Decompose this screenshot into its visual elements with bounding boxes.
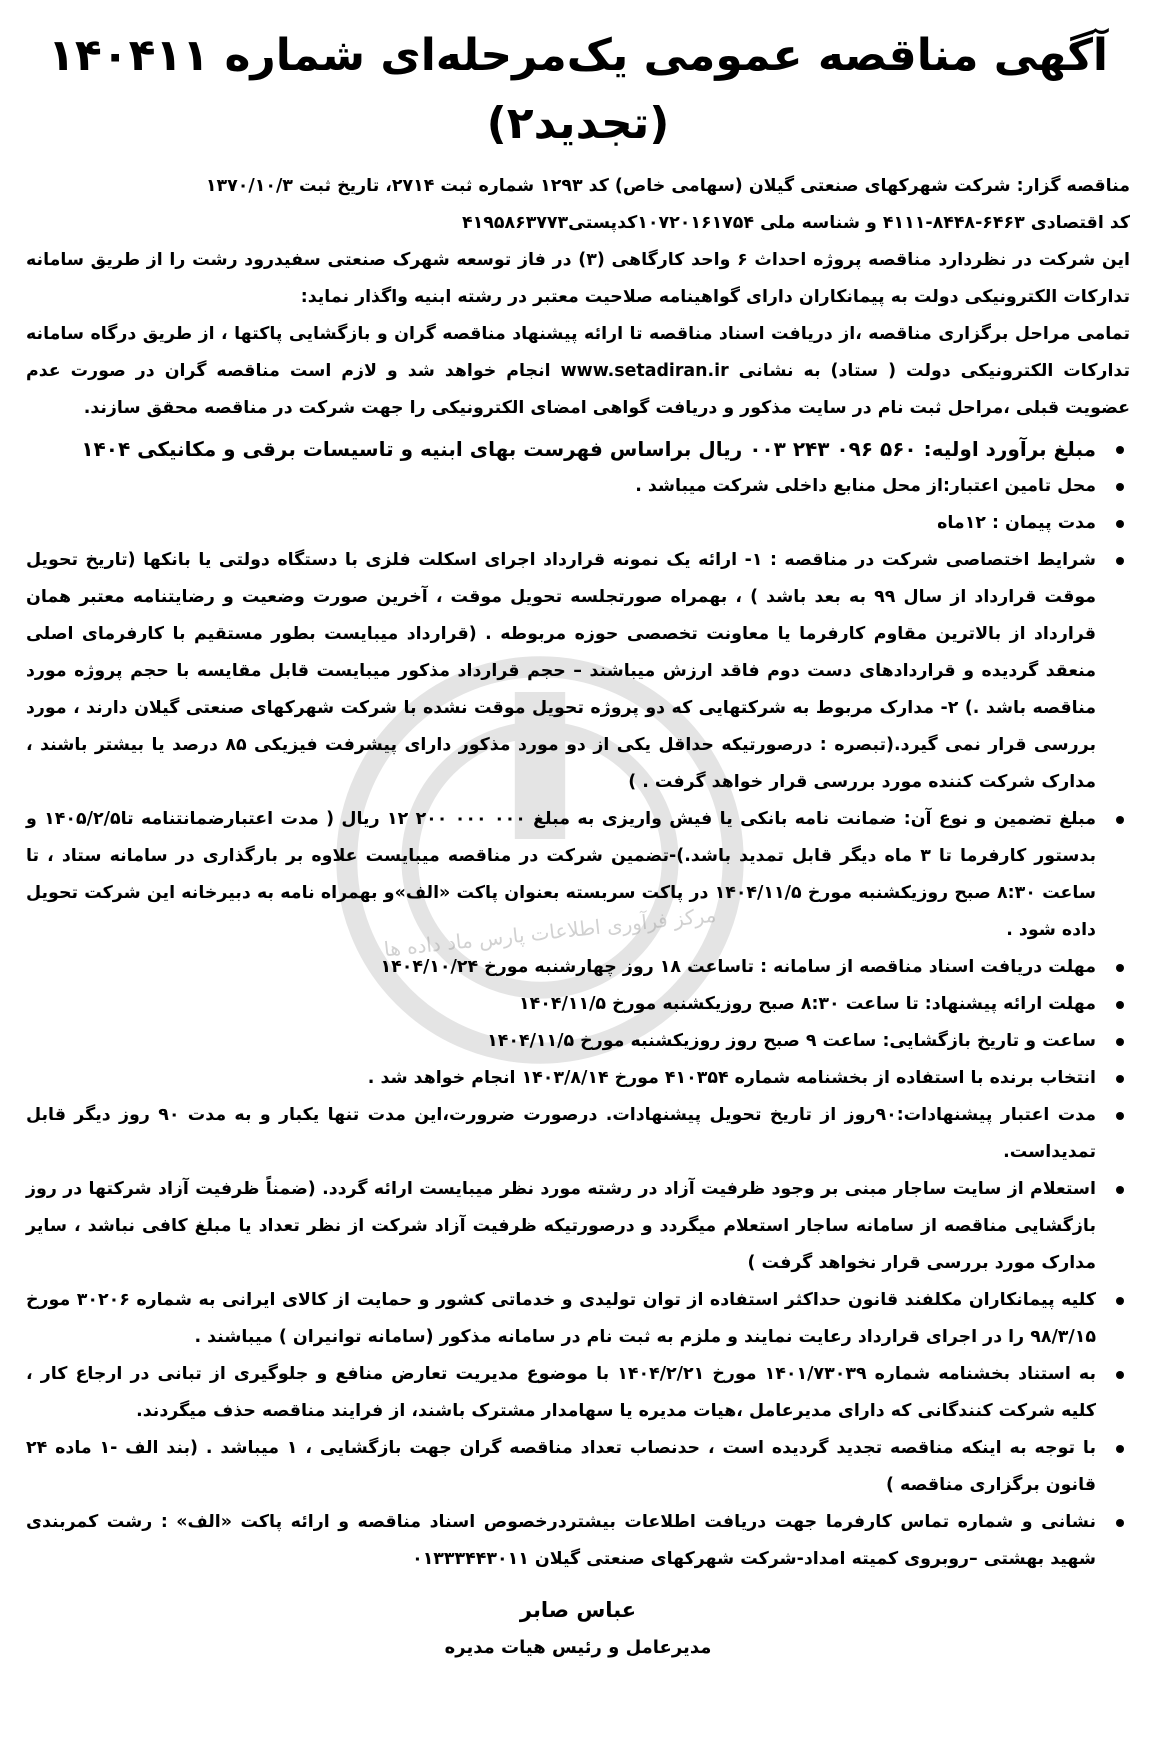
list-item-text: کلیه پیمانکاران مکلفند قانون حداکثر استفاده از توان تولیدی و خدماتی کشور و حمایت از کالای ایرانی به شماره ۳۰۲۰۶ مورخ ۹۸/۳/۱۵ را در اجرای قرارداد رعایت نمایند و ملزم به ثبت نام در سامانه مذکور (سامانه توانیران ) میباشند . xyxy=(26,1290,1096,1347)
list-item xyxy=(26,949,1130,986)
signer-role: مدیرعامل و رئیس هیات مدیره xyxy=(444,1637,712,1658)
bullet-icon xyxy=(1116,1371,1124,1379)
list-item-text: با توجه به اینکه مناقصه تجدید گردیده است ، حدنصاب تعداد مناقصه گران جهت بازگشایی ، ۱ میباشد . (بند الف -۱ ماده ۲۴ قانون برگزاری مناقصه ) xyxy=(26,1438,1096,1495)
list-item-text: مدت پیمان : ۱۲ماه xyxy=(937,513,1096,533)
list-item-text: نشانی و شماره تماس کارفرما جهت دریافت اطلاعات بیشتردرخصوص اسناد مناقصه و ارائه پاکت «الف» : رشت کمربندی شهید بهشتی –روبروی کمیته امداد-شرکت شهرکهای صنعتی گیلان ۰۱۳۳۳۴۴۳۰۱۱ xyxy=(26,1512,1096,1569)
list-item-text: به استناد بخشنامه شماره ۱۴۰۱/۷۳۰۳۹ مورخ ۱۴۰۴/۲/۲۱ با موضوع مدیریت تعارض منافع و جلوگیری از تبانی در ارجاع کار ، کلیه شرکت کنندگانی که دارای مدیرعامل ،هیات مدیره یا سهامدار مشترک باشند، از فرایند مناقصه حذف میگردند. xyxy=(26,1364,1096,1421)
signer-name: عباس صابر xyxy=(519,1598,637,1622)
bullet-icon xyxy=(1116,1445,1124,1453)
list-item-text: انتخاب برنده با استفاده از بخشنامه شماره ۴۱۰۳۵۴ مورخ ۱۴۰۳/۸/۱۴ انجام خواهد شد . xyxy=(367,1068,1096,1088)
list-item xyxy=(26,1504,1130,1578)
bullet-icon xyxy=(1116,1519,1124,1527)
list-item-text: مهلت دریافت اسناد مناقصه از سامانه : تاساعت ۱۸ روز چهارشنبه مورخ ۱۴۰۴/۱۰/۲۴ xyxy=(380,957,1096,977)
list-item-estimate xyxy=(26,431,1130,468)
list-item-text: ساعت و تاریخ بازگشایی: ساعت ۹ صبح روز روزیکشنبه مورخ ۱۴۰۴/۱۱/۵ xyxy=(487,1031,1096,1051)
list-item-text: شرایط اختصاصی شرکت در مناقصه : ۱- ارائه یک نمونه قرارداد اجرای اسکلت فلزی با دستگاه دولتی یا بانکها (تاریخ تحویل موقت قرارداد از سال ۹۹ به بعد باشد ) ، بهمراه صورتجلسه تحویل موقت ، آخرین صورت وضعیت و رضایتنامه معتبر همان قرارداد از بالاترین مقاوم کارفرما یا معاونت تخصصی حوزه مربوطه . (قرارداد میبایست بطور مستقیم با کارفرمای اصلی منعقد گردیده و قراردادهای دست دوم فاقد ارزش میباشند – حجم قرارداد مذکور میبایست قابل مقایسه با حجم پروژه مورد مناقصه باشد .) ۲- مدارک مربوط به شرکتهایی که دو پروژه تحویل موقت نشده با شرکت شهرکهای صنعتی گیلان دارند ، مورد بررسی قرار نمی گیرد.(تبصره : درصورتیکه حداقل یکی از دو مورد مذکور دارای پیشرفت فیزیکی ۸۵ درصد یا بیشتر باشند ، مدارک شرکت کننده مورد بررسی قرار خواهد گرفت . ) xyxy=(26,550,1096,792)
watermark-text: مرکز فرآوری اطلاعات پارس ماد داده ها xyxy=(382,902,718,962)
list-item xyxy=(26,801,1130,949)
setadiran-link[interactable]: www.setadiran.ir xyxy=(560,361,729,381)
list-item xyxy=(26,1097,1130,1171)
bullet-icon xyxy=(1116,1112,1124,1120)
bullet-icon xyxy=(1116,1186,1124,1194)
bullet-icon xyxy=(1116,816,1124,824)
list-item xyxy=(26,986,1130,1023)
list-item-text: مهلت ارائه پیشنهاد: تا ساعت ۸:۳۰ صبح روزیکشنبه مورخ ۱۴۰۴/۱۱/۵ xyxy=(519,994,1096,1014)
list-item xyxy=(26,1060,1130,1097)
conditions-list xyxy=(26,431,1130,1578)
bullet-icon xyxy=(1116,1075,1124,1083)
list-item xyxy=(26,1430,1130,1504)
bullet-icon xyxy=(1116,964,1124,972)
signature-block xyxy=(26,1590,1130,1666)
bullet-icon xyxy=(1116,1297,1124,1305)
list-item xyxy=(26,1171,1130,1282)
bullet-icon xyxy=(1116,1001,1124,1009)
bullet-icon xyxy=(1116,520,1124,528)
list-item xyxy=(26,1282,1130,1356)
list-item-text: مبلغ تضمین و نوع آن: ضمانت نامه بانکی یا فیش واریزی به مبلغ ۰۰۰ ۰۰۰ ۲۰۰ ۱۲ ریال ( مدت اعتبارضمانتنامه تا۱۴۰۵/۲/۵ و بدستور کارفرما تا ۳ ماه دیگر قابل تمدید باشد.)-تضمین شرکت در مناقصه میبایست علاوه بر بارگذاری در سامانه ستاد ، تا ساعت ۸:۳۰ صبح روزیکشنبه مورخ ۱۴۰۴/۱۱/۵ در پاکت سربسته بعنوان پاکت «الف»و بهمراه نامه به دبیرخانه این شرکت تحویل داده شود . xyxy=(26,809,1096,940)
bullet-icon xyxy=(1116,1038,1124,1046)
process-text-before: تمامی مراحل برگزاری مناقصه ،از دریافت اسناد مناقصه تا ارائه پیشنهاد مناقصه گران و بازگشایی پاکتها ، از طریق درگاه سامانه تدارکات الکترونیکی دولت ( ستاد) به نشانی xyxy=(26,324,1130,381)
economic-code-line: کد اقتصادی ۶۴۶۳-۸۴۴۸-۴۱۱۱ و شناسه ملی ۱۰۷۲۰۱۶۱۷۵۴کدپستی۴۱۹۵۸۶۳۷۷۳ xyxy=(462,213,1130,233)
tender-organizer-line: مناقصه گزار: شرکت شهرکهای صنعتی گیلان (سهامی خاص) کد ۱۲۹۳ شماره ثبت ۲۷۱۴، تاریخ ثبت ۱۳۷۰/۱۰/۳ xyxy=(205,176,1130,196)
bullet-icon xyxy=(1116,557,1124,565)
list-item-text: محل تامین اعتبار:از محل منابع داخلی شرکت میباشد . xyxy=(635,476,1096,496)
process-text-after: انجام خواهد شد و لازم است مناقصه گران در صورت عدم عضویت قبلی ،مراحل ثبت نام در سایت مذکور و دریافت گواهی امضای الکترونیکی را جهت شرکت در مناقصه محقق سازند. xyxy=(26,361,1130,418)
estimate-value: ۵۶۰ ۰۹۶ ۲۴۳ ۰۰۳ ریال براساس فهرست بهای ابنیه و تاسیسات برقی و مکانیکی ۱۴۰۴ xyxy=(81,437,917,461)
list-item xyxy=(26,1023,1130,1060)
estimate-label: مبلغ برآورد اولیه: xyxy=(923,437,1096,461)
list-item-text: استعلام از سایت ساجار مبنی بر وجود ظرفیت آزاد در رشته مورد نظر میبایست ارائه گردد. (ضمناً ظرفیت آزاد شرکتها در روز بازگشایی مناقصه از سامانه ساجار استعلام میگردد و درصورتیکه ظرفیت آزاد شرکت از نظر تعداد یا مبلغ کافی نباشد ، سایر مدارک مورد بررسی قرار نخواهد گرفت ) xyxy=(26,1179,1096,1273)
intro-paragraph: این شرکت در نظردارد مناقصه پروژه احداث ۶ واحد کارگاهی (۳) در فاز توسعه شهرک صنعتی سفیدرود رشت را از طریق سامانه تدارکات الکترونیکی دولت به پیمانکاران دارای گواهینامه صلاحیت معتبر در رشته ابنیه واگذار نماید: xyxy=(26,250,1130,307)
process-paragraph xyxy=(26,316,1130,427)
list-item xyxy=(26,542,1130,801)
list-item xyxy=(26,1356,1130,1430)
list-item xyxy=(26,468,1130,505)
bullet-icon xyxy=(1116,446,1124,454)
bullet-icon xyxy=(1116,483,1124,491)
page-title: آگهی مناقصه عمومی یک‌مرحله‌ای شماره ۱۴۰۴۱۱ (تجدید۲) xyxy=(48,30,1108,149)
list-item-text: مدت اعتبار پیشنهادات:۹۰روز از تاریخ تحویل پیشنهادات. درصورت ضرورت،این مدت تنها یکبار و به مدت ۹۰ روز دیگر قابل تمدیداست. xyxy=(26,1105,1096,1162)
list-item xyxy=(26,505,1130,542)
